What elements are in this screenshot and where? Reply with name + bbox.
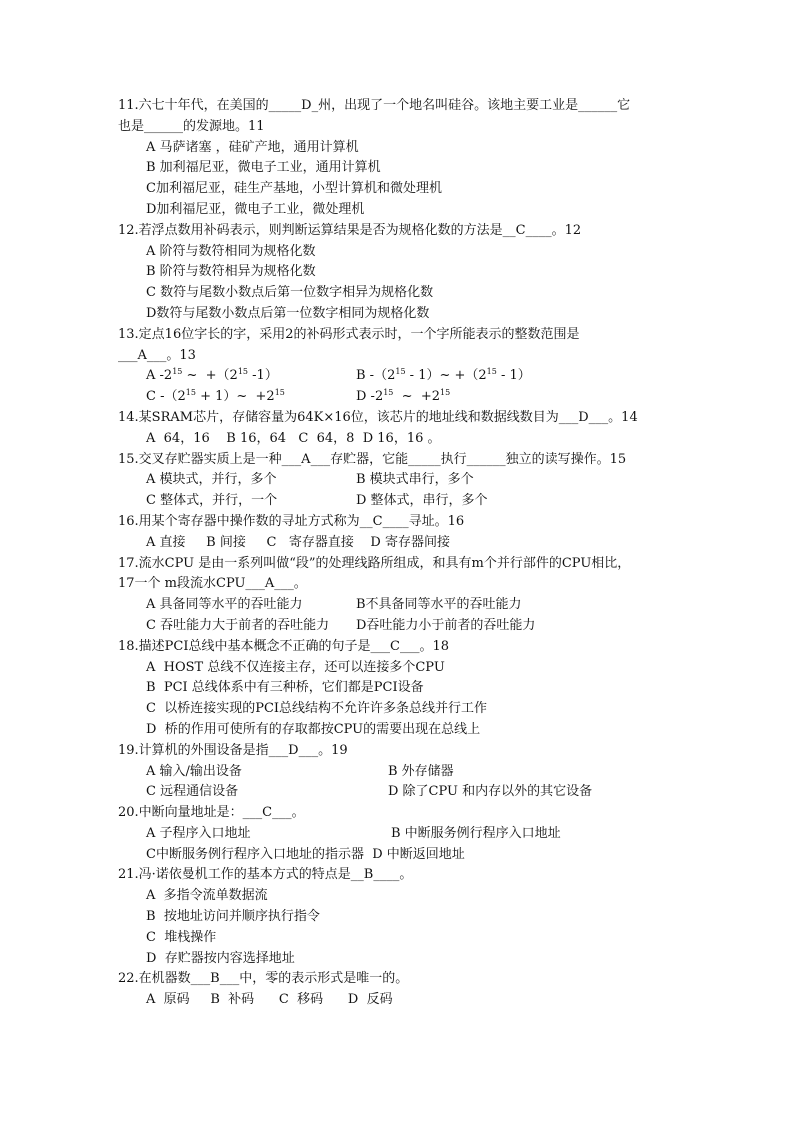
question-13-stem: 13.定点16位字长的字，采用2的补码形式表示时，一个字所能表示的整数范围是 xyxy=(118,326,580,342)
question-13-options-ab xyxy=(118,366,678,387)
question-20-option-d: D 中断返回地址 xyxy=(372,846,465,862)
question-15-option-a: A 模块式，并行，多个 xyxy=(146,472,277,488)
question-15-options-cd xyxy=(118,491,678,512)
question-15-option-b: B 模块式串行，多个 xyxy=(356,472,474,488)
question-17-stem: 17.流水CPU 是由一系列叫做“段”的处理线路所组成，和具有m个并行部件的CPU相比， xyxy=(118,555,631,571)
question-17-option-b: B不具备同等水平的吞吐能力 xyxy=(356,597,522,613)
question-16-stem: 16.用某个寄存器中操作数的寻址方式称为__C____寻址。16 xyxy=(118,513,465,529)
question-21-option-a: A 多指令流单数据流 xyxy=(146,888,268,904)
question-13-options-cd xyxy=(118,387,678,408)
question-19-option-c: C 远程通信设备 xyxy=(146,784,239,800)
question-15-stem: 15.交叉存贮器实质上是一种___A___存贮器，它能_____执行______独立的读写操作。15 xyxy=(118,451,627,467)
question-20-stem: 20.中断向量地址是：___C___。 xyxy=(118,805,305,821)
question-11-option-b: B 加利福尼亚，微电子工业，通用计算机 xyxy=(146,160,381,176)
question-14-options: A 64，16 B 16，64 C 64，8 D 16，16 。 xyxy=(146,430,441,446)
question-17-options-ab xyxy=(118,595,678,616)
question-21-option-c: C 堆栈操作 xyxy=(146,929,217,945)
question-18-option-a: A HOST 总线不仅连接主存，还可以连接多个CPU xyxy=(146,659,445,675)
question-19-stem: 19.计算机的外围设备是指___D___。19 xyxy=(118,742,348,758)
question-14-stem: 14.某SRAM芯片，存储容量为64K×16位，该芯片的地址线和数据线数目为___D___。14 xyxy=(118,409,638,425)
question-12-option-b: B 阶符与数符相异为规格化数 xyxy=(146,264,316,280)
question-11-option-a: A 马萨诸塞 ，硅矿产地，通用计算机 xyxy=(146,139,359,155)
question-18-stem: 18.描述PCI总线中基本概念不正确的句子是___C___。18 xyxy=(118,638,449,654)
question-11-stem-cont: 也是______的发源地。11 xyxy=(118,118,265,134)
question-21-option-b: B 按地址访问并顺序执行指令 xyxy=(146,909,320,925)
question-18-option-c: C 以桥连接实现的PCI总线结构不允许许多条总线并行工作 xyxy=(146,701,488,717)
question-15-option-c: C 整体式，并行，一个 xyxy=(146,493,278,509)
question-12-stem: 12.若浮点数用补码表示，则判断运算结果是否为规格化数的方法是__C____。12 xyxy=(118,222,582,238)
question-20-option-a: A 子程序入口地址 xyxy=(146,825,251,841)
question-11-option-d: D加利福尼亚，微电子工业，微处理机 xyxy=(146,201,365,217)
question-17-options-cd xyxy=(118,616,678,637)
question-12-option-d: D数符与尾数小数点后第一位数字相同为规格化数 xyxy=(146,305,430,321)
question-15-option-d: D 整体式，串行，多个 xyxy=(356,493,488,509)
question-16-options: A 直接 B 间接 C 寄存器直接 D 寄存器间接 xyxy=(146,534,450,550)
question-19-option-a: A 输入/输出设备 xyxy=(146,763,242,779)
question-13-option-d: D $-2^{15}$ ~ $+2^{15}$ xyxy=(356,388,451,405)
question-17-option-d: D吞吐能力小于前者的吞吐能力 xyxy=(356,617,536,633)
question-21-option-d: D 存贮器按内容选择地址 xyxy=(146,950,295,966)
question-12-option-a: A 阶符与数符相同为规格化数 xyxy=(146,243,316,259)
question-22-options: A 原码 B 补码 C 移码 D 反码 xyxy=(146,992,393,1008)
question-18-option-d: D 桥的作用可使所有的存取都按CPU的需要出现在总线上 xyxy=(146,721,481,737)
question-19-option-d: D 除了CPU 和内存以外的其它设备 xyxy=(388,784,593,800)
question-11-stem: 11.六七十年代，在美国的_____D_州，出现了一个地名叫硅谷。该地主要工业是______它 xyxy=(118,98,631,113)
question-13-option-a: A $-2^{15}$ ~ $+(2^{15}$ -1） xyxy=(146,367,278,384)
question-21-stem: 21.冯·诺依曼机工作的基本方式的特点是__B____。 xyxy=(118,867,413,883)
question-13-option-b: B $-(2^{15}$ - 1）~ $+(2^{15} - 1)$ xyxy=(356,367,531,384)
question-17-option-c: C 吞吐能力大于前者的吞吐能力 xyxy=(146,617,330,633)
question-13-stem-cont: ___A___。13 xyxy=(118,347,196,363)
question-12-option-c: C 数符与尾数小数点后第一位数字相异为规格化数 xyxy=(146,285,434,301)
question-18-option-b: B PCI 总线体系中有三种桥，它们都是PCI设备 xyxy=(146,680,424,696)
question-20-option-b: B 中断服务例行程序入口地址 xyxy=(391,825,561,841)
question-19-option-b: B 外存储器 xyxy=(388,763,454,779)
question-22-stem: 22.在机器数___B___中，零的表示形式是唯一的。 xyxy=(118,971,409,987)
question-20-options-cd xyxy=(118,845,678,866)
question-17-option-a: A 具备同等水平的吞吐能力 xyxy=(146,597,303,613)
question-19-options-ab xyxy=(118,762,678,783)
question-19-options-cd xyxy=(118,782,678,803)
question-11-option-c: C加利福尼亚，硅生产基地，小型计算机和微处理机 xyxy=(146,181,442,197)
question-17-stem-cont: 17一个 m段流水CPU___A___。 xyxy=(118,576,307,592)
question-13-option-c: C $-(2^{15}$ + 1）~ $+2^{15}$ xyxy=(146,388,285,405)
question-20-options-ab xyxy=(118,824,678,845)
question-15-options-ab xyxy=(118,470,678,491)
question-document xyxy=(118,96,678,1011)
question-20-option-c: C中断服务例行程序入口地址的指示器 xyxy=(146,846,364,862)
